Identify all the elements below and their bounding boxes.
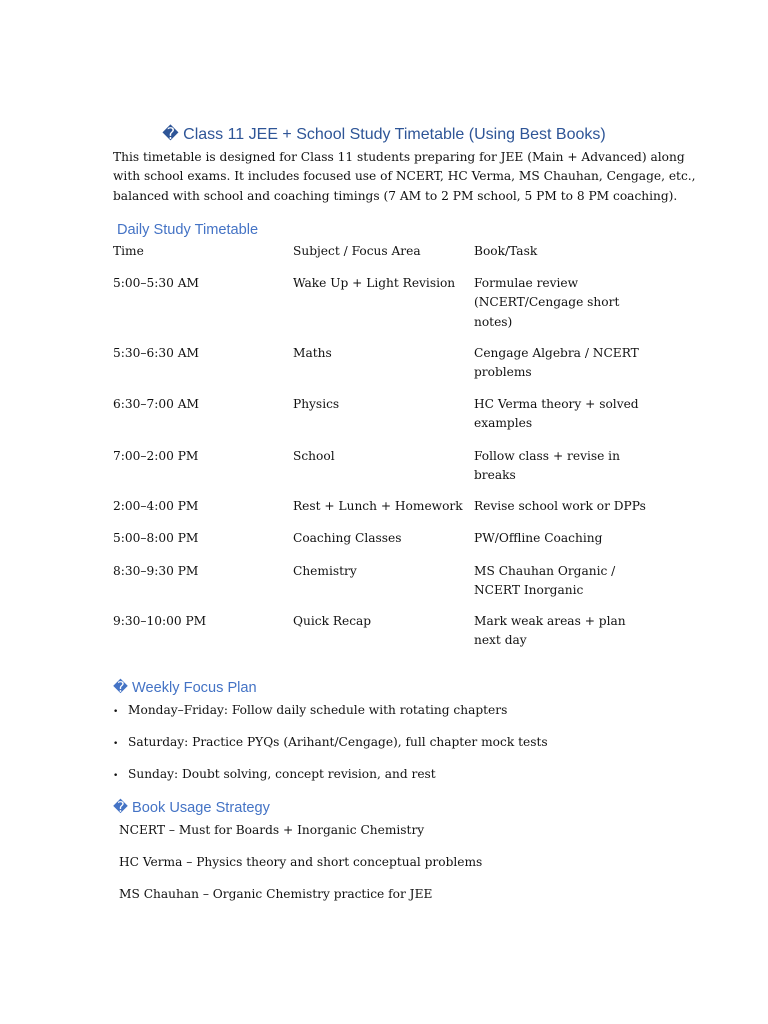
task-line: Follow class + revise in xyxy=(474,449,620,463)
task-line: breaks xyxy=(474,468,516,483)
task-line: examples xyxy=(474,416,533,431)
table-cell-time: 9:30–10:00 PM xyxy=(113,614,207,628)
table-cell-subject: Physics xyxy=(293,397,340,411)
table-cell-task xyxy=(474,274,619,332)
task-line: Formulae review xyxy=(474,276,579,290)
table-cell-subject: Wake Up + Light Revision xyxy=(293,276,456,290)
intro-line: This timetable is designed for Class 11 students preparing for JEE (Main + Advanced) along xyxy=(113,150,685,164)
weekly-focus-heading: � Weekly Focus Plan xyxy=(113,680,257,696)
table-cell-task xyxy=(474,395,639,434)
task-line: (NCERT/Cengage short xyxy=(474,295,620,310)
table-cell-time: 6:30–7:00 AM xyxy=(113,397,199,411)
bullet-icon: • xyxy=(113,707,119,717)
list-item xyxy=(113,701,507,722)
list-item-text: Saturday: Practice PYQs (Arihant/Cengage), full chapter mock tests xyxy=(128,735,548,749)
task-line: notes) xyxy=(474,314,513,329)
list-item-text: Sunday: Doubt solving, concept revision, and rest xyxy=(128,767,436,781)
intro-line: with school exams. It includes focused use of NCERT, HC Verma, MS Chauhan, Cengage, etc., xyxy=(113,169,696,184)
table-cell-subject: School xyxy=(293,449,335,463)
task-line: Cengage Algebra / NCERT xyxy=(474,346,639,360)
list-item xyxy=(113,765,436,786)
table-cell-task xyxy=(474,344,639,383)
table-cell-time: 2:00–4:00 PM xyxy=(113,499,199,513)
table-cell-subject: Quick Recap xyxy=(293,614,372,628)
table-cell-time: 5:00–5:30 AM xyxy=(113,276,199,290)
table-cell-subject: Rest + Lunch + Homework xyxy=(293,499,463,513)
task-line: HC Verma theory + solved xyxy=(474,397,639,411)
task-line: PW/Offline Coaching xyxy=(474,531,603,545)
bullet-icon: • xyxy=(113,771,119,781)
table-cell-subject: Maths xyxy=(293,346,332,360)
table-cell-task xyxy=(474,562,615,601)
table-cell-time: 8:30–9:30 PM xyxy=(113,564,199,578)
task-line: MS Chauhan Organic / xyxy=(474,564,616,578)
intro-line: balanced with school and coaching timings (7 AM to 2 PM school, 5 PM to 8 PM coaching). xyxy=(113,188,678,203)
daily-timetable-heading: Daily Study Timetable xyxy=(117,222,259,238)
table-header-subject: Subject / Focus Area xyxy=(293,244,421,258)
task-line: problems xyxy=(474,365,532,380)
list-item xyxy=(113,733,548,754)
table-cell-task xyxy=(474,447,620,486)
table-cell-time: 5:30–6:30 AM xyxy=(113,346,199,360)
table-cell-time: 5:00–8:00 PM xyxy=(113,531,199,545)
page-title: � Class 11 JEE + School Study Timetable (Using Best Books) xyxy=(162,126,606,143)
task-line: Revise school work or DPPs xyxy=(474,499,646,513)
task-line: next day xyxy=(474,633,527,648)
task-line: Mark weak areas + plan xyxy=(474,614,626,628)
bullet-icon: • xyxy=(113,739,119,749)
table-cell-time: 7:00–2:00 PM xyxy=(113,449,199,463)
table-cell-task xyxy=(474,529,602,548)
list-item: HC Verma – Physics theory and short conceptual problems xyxy=(119,855,483,869)
table-header-time: Time xyxy=(113,244,144,258)
list-item: MS Chauhan – Organic Chemistry practice for JEE xyxy=(119,887,433,901)
table-cell-subject: Coaching Classes xyxy=(293,531,402,545)
intro-paragraph xyxy=(113,148,696,206)
table-cell-subject: Chemistry xyxy=(293,564,357,578)
list-item: NCERT – Must for Boards + Inorganic Chemistry xyxy=(119,823,425,837)
list-item-text: Monday–Friday: Follow daily schedule with rotating chapters xyxy=(128,703,508,717)
table-cell-task xyxy=(474,497,646,516)
task-line: NCERT Inorganic xyxy=(474,583,584,598)
table-cell-task xyxy=(474,612,626,651)
book-strategy-heading: � Book Usage Strategy xyxy=(113,800,270,816)
table-header-task: Book/Task xyxy=(474,244,538,258)
